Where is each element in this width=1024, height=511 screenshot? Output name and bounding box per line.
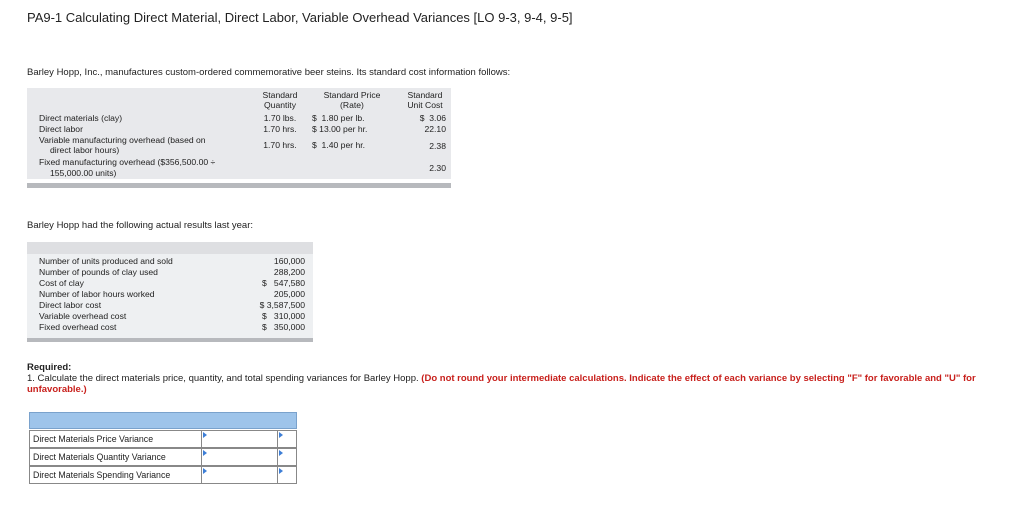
list-item: Number of labor hours worked <box>39 289 155 299</box>
table-row-label: Direct materials (clay) <box>39 113 123 123</box>
col-header-quantity: Standard Quantity <box>262 90 298 110</box>
table-cell-price: $ 1.40 per hr. <box>312 140 366 150</box>
table-cell-quantity: 1.70 lbs. <box>263 113 297 123</box>
intro-text: Barley Hopp, Inc., manufactures custom-ordered commemorative beer steins. Its standard cost information follows: <box>27 67 511 78</box>
spending-variance-amount-input[interactable] <box>201 467 277 483</box>
list-item: Number of pounds of clay used <box>39 267 158 277</box>
actual-table-header <box>27 242 313 254</box>
table-row-label: Direct labor <box>39 124 83 134</box>
price-variance-amount-input[interactable] <box>201 431 277 447</box>
input-marker-icon <box>279 450 283 456</box>
table-row-label: Fixed manufacturing overhead ($356,500.00 ÷ <box>39 157 216 167</box>
variance-label: Direct Materials Spending Variance <box>33 470 171 480</box>
answer-table-header <box>29 412 297 429</box>
list-item-value: $ 310,000 <box>261 311 305 321</box>
table-cell-unit-cost: 22.10 <box>424 124 446 134</box>
actual-results-intro: Barley Hopp had the following actual results last year: <box>27 220 254 231</box>
table-divider <box>27 183 451 188</box>
col-header-unit-cost: Standard Unit Cost <box>407 90 443 110</box>
list-item: Fixed overhead cost <box>39 322 117 332</box>
list-item-value: 288,200 <box>273 267 305 277</box>
list-item: Direct labor cost <box>39 300 102 310</box>
required-instructions <box>27 373 1022 395</box>
list-item-value: $ 3,587,500 <box>259 300 305 310</box>
page-title: PA9-1 Calculating Direct Material, Direct Labor, Variable Overhead Variances [LO 9-3, 9-4, 9-5] <box>27 10 573 25</box>
table-row <box>29 466 297 484</box>
list-item-value: 205,000 <box>273 289 305 299</box>
col-header-price: Standard Price (Rate) <box>323 90 381 110</box>
input-marker-icon <box>279 468 283 474</box>
table-cell-quantity: 1.70 hrs. <box>263 124 297 134</box>
table-cell-price: $ 1.80 per lb. <box>312 113 365 123</box>
required-text: 1. Calculate the direct materials price, quantity, and total spending variances for Barley Hopp. <box>27 373 422 384</box>
list-item: Variable overhead cost <box>39 311 127 321</box>
table-cell-unit-cost: $ 3.06 <box>419 113 446 123</box>
list-item-value: $ 350,000 <box>261 322 305 332</box>
input-marker-icon <box>279 432 283 438</box>
list-item-value: 160,000 <box>273 256 305 266</box>
table-row-label: Variable manufacturing overhead (based on <box>39 135 206 145</box>
list-item-value: $ 547,580 <box>261 278 305 288</box>
quantity-variance-effect-select[interactable] <box>277 449 296 465</box>
variance-label: Direct Materials Quantity Variance <box>33 452 166 462</box>
table-row <box>29 448 297 466</box>
input-marker-icon <box>203 432 207 438</box>
table-cell-quantity: 1.70 hrs. <box>263 140 297 150</box>
table-row-label: 155,000.00 units) <box>50 168 117 178</box>
input-marker-icon <box>203 468 207 474</box>
list-item: Cost of clay <box>39 278 84 288</box>
required-emphasis: (Do not round your intermediate calculations. Indicate the effect of each variance by selecting "F" for favorable and "U" for unfavorable.) <box>27 373 976 395</box>
variance-label: Direct Materials Price Variance <box>33 434 154 444</box>
required-label: Required: <box>27 362 72 373</box>
input-marker-icon <box>203 450 207 456</box>
table-cell-unit-cost: 2.30 <box>429 163 446 173</box>
table-cell-unit-cost: 2.38 <box>429 141 446 151</box>
table-row-label: direct labor hours) <box>50 145 120 155</box>
quantity-variance-amount-input[interactable] <box>201 449 277 465</box>
spending-variance-effect-select[interactable] <box>277 467 296 483</box>
list-item: Number of units produced and sold <box>39 256 173 266</box>
table-divider <box>27 338 313 342</box>
table-row <box>29 430 297 448</box>
table-cell-price: $ 13.00 per hr. <box>312 124 368 134</box>
price-variance-effect-select[interactable] <box>277 431 296 447</box>
